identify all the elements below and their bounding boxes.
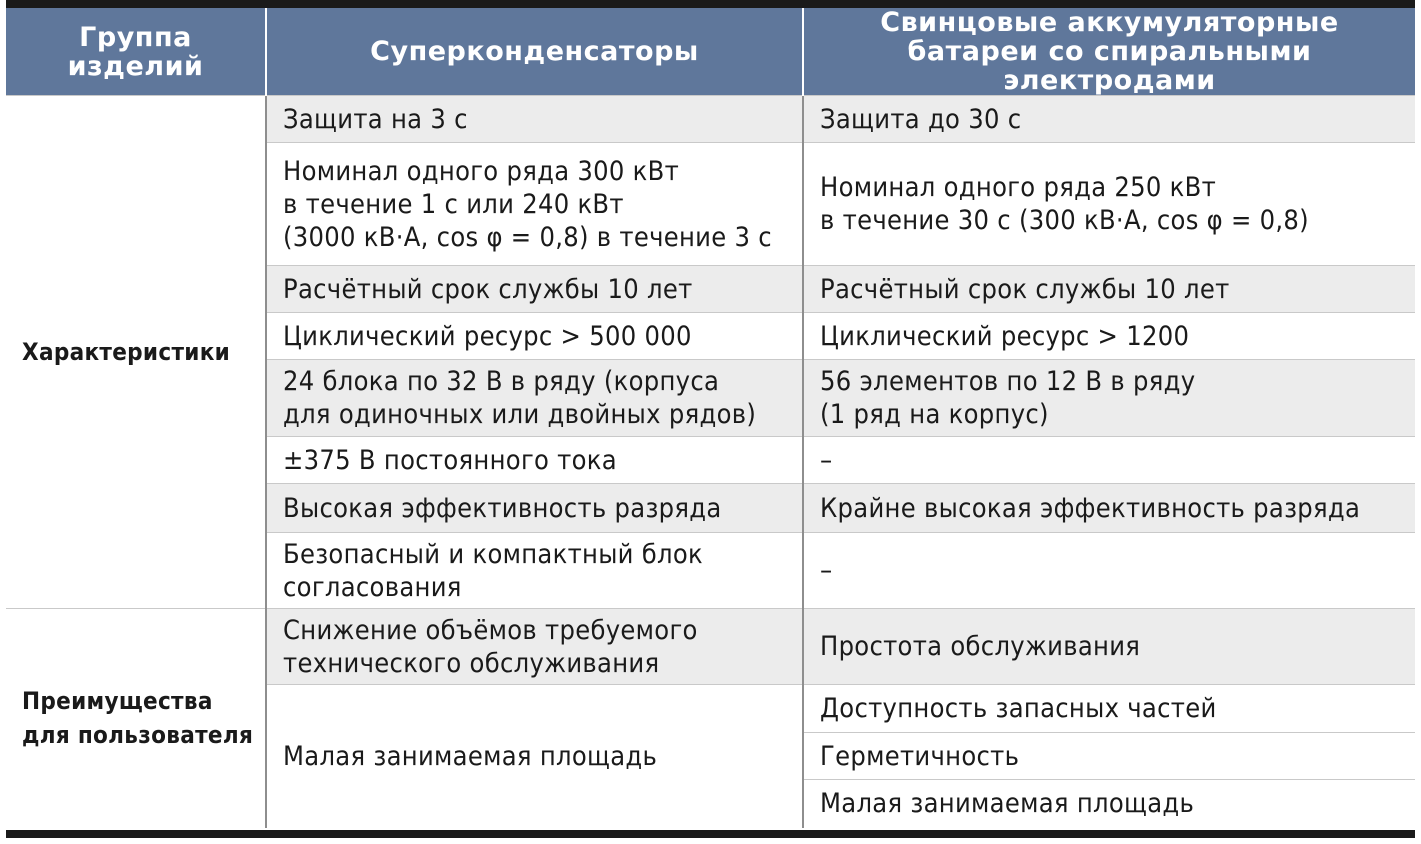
cell-supercap: Расчётный срок службы 10 лет bbox=[266, 266, 803, 313]
cell-supercap: Безопасный и компактный блок согласования bbox=[266, 533, 803, 609]
cell-supercap: Циклический ресурс > 500 000 bbox=[266, 313, 803, 360]
cell-supercap: Малая занимаемая площадь bbox=[266, 685, 803, 828]
group-label-characteristics: Характеристики bbox=[6, 96, 266, 609]
comparison-table bbox=[6, 8, 1415, 828]
cell-lead: – bbox=[803, 437, 1415, 484]
cell-lead: Малая занимаемая площадь bbox=[803, 780, 1415, 828]
cell-lead: Крайне высокая эффективность разряда bbox=[803, 484, 1415, 533]
table-header-row bbox=[6, 8, 1415, 96]
cell-supercap: Номинал одного ряда 300 кВт в течение 1 с или 240 кВт (3000 кВ·А, cos φ = 0,8) в течение 3 с bbox=[266, 143, 803, 266]
cell-supercap: 24 блока по 32 В в ряду (корпуса для одиночных или двойных рядов) bbox=[266, 360, 803, 437]
cell-supercap: Снижение объёмов требуемого технического обслуживания bbox=[266, 609, 803, 685]
cell-lead: Герметичность bbox=[803, 733, 1415, 780]
cell-lead: Доступность запасных частей bbox=[803, 685, 1415, 733]
header-supercapacitors: Суперконденсаторы bbox=[266, 8, 803, 96]
cell-lead: 56 элементов по 12 В в ряду (1 ряд на корпус) bbox=[803, 360, 1415, 437]
cell-lead: – bbox=[803, 533, 1415, 609]
comparison-table-frame bbox=[6, 0, 1415, 838]
cell-lead: Защита до 30 с bbox=[803, 96, 1415, 143]
cell-lead: Расчётный срок службы 10 лет bbox=[803, 266, 1415, 313]
header-lead-batteries: Свинцовые аккумуляторные батареи со спиральными электродами bbox=[803, 8, 1415, 96]
cell-supercap: ±375 В постоянного тока bbox=[266, 437, 803, 484]
group-label-benefits: Преимущества для пользователя bbox=[6, 609, 266, 828]
cell-lead: Циклический ресурс > 1200 bbox=[803, 313, 1415, 360]
cell-lead: Простота обслуживания bbox=[803, 609, 1415, 685]
cell-lead: Номинал одного ряда 250 кВт в течение 30 с (300 кВ·А, cos φ = 0,8) bbox=[803, 143, 1415, 266]
cell-supercap: Высокая эффективность разряда bbox=[266, 484, 803, 533]
table-row bbox=[6, 96, 1415, 143]
table-row bbox=[6, 609, 1415, 685]
header-product-group: Группа изделий bbox=[6, 8, 266, 96]
cell-supercap: Защита на 3 с bbox=[266, 96, 803, 143]
